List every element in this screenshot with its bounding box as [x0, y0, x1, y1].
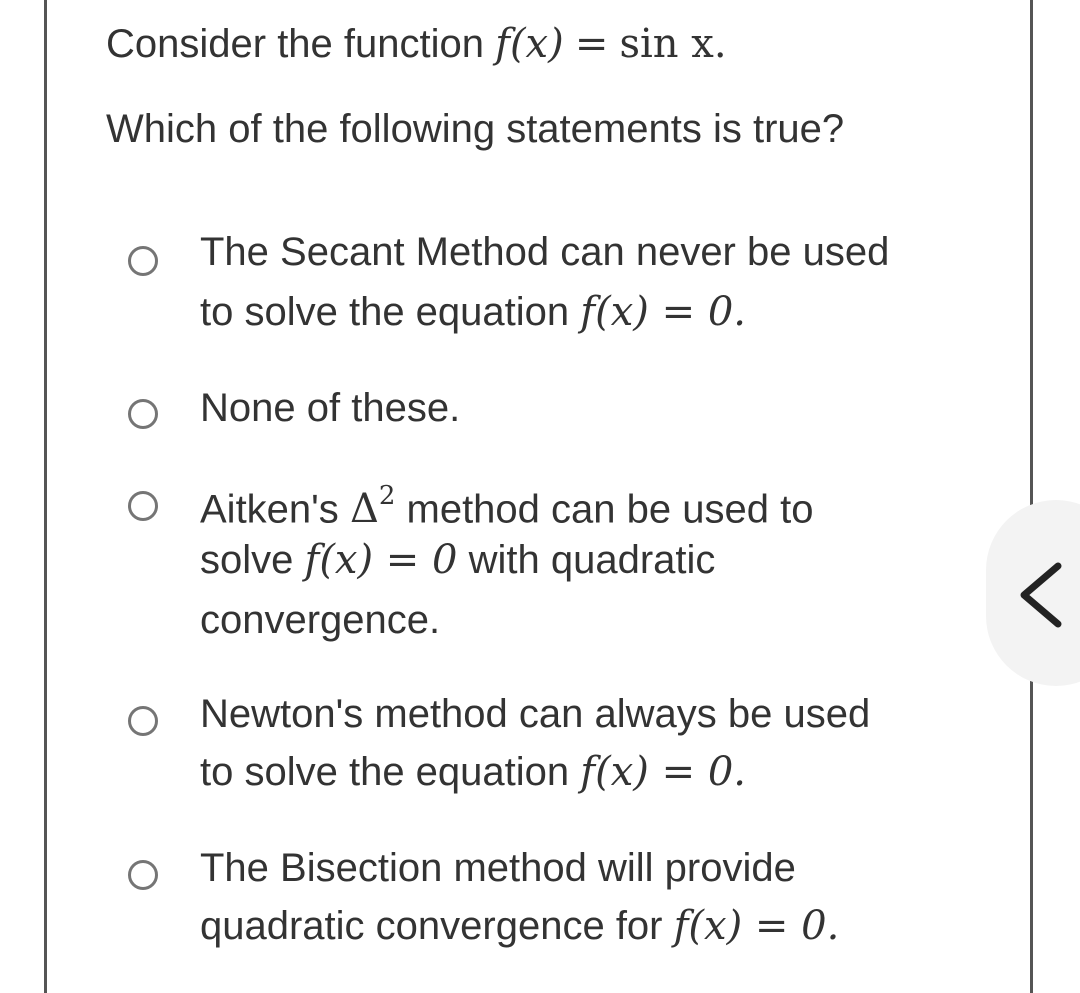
- function-lhs: f(x): [495, 21, 564, 67]
- card-border-right: [1030, 0, 1033, 993]
- option-text: method can be used to: [406, 487, 814, 532]
- option-line: The Secant Method can never be used: [200, 230, 890, 274]
- question-intro: [106, 21, 727, 67]
- option-line: None of these.: [200, 386, 461, 430]
- option-line: [200, 530, 715, 590]
- option-line: Newton's method can always be used: [200, 692, 871, 736]
- option-line: [200, 896, 839, 956]
- option-text: to solve the equation: [200, 750, 570, 794]
- radio-unselected-icon[interactable]: [128, 706, 158, 736]
- back-button[interactable]: [986, 500, 1080, 686]
- option-math: f(x) = 0.: [580, 749, 746, 795]
- option-line: The Bisection method will provide: [200, 846, 796, 890]
- option-text: Aitken's: [200, 487, 339, 532]
- option-line: convergence.: [200, 598, 441, 642]
- option-line: [200, 470, 813, 539]
- function-rhs: sin x.: [619, 21, 727, 67]
- card-border-left: [44, 0, 47, 993]
- option-text: to solve the equation: [200, 290, 570, 334]
- option-line: [200, 742, 746, 802]
- radio-unselected-icon[interactable]: [128, 491, 158, 521]
- chevron-left-icon: [1016, 560, 1066, 630]
- option-math: f(x) = 0.: [580, 289, 746, 335]
- option-line: [200, 282, 746, 342]
- option-text: quadratic convergence for: [200, 904, 663, 948]
- radio-unselected-icon[interactable]: [128, 246, 158, 276]
- option-math: f(x) = 0: [304, 537, 458, 583]
- option-text: with quadratic: [468, 538, 716, 582]
- delta-symbol: $\Delta^2$: [349, 481, 396, 533]
- function-equals: =: [574, 21, 609, 67]
- intro-text: Consider the function: [106, 22, 485, 66]
- radio-unselected-icon[interactable]: [128, 399, 158, 429]
- option-math: f(x) = 0.: [673, 903, 840, 949]
- question-prompt: Which of the following statements is true?: [106, 107, 845, 151]
- radio-unselected-icon[interactable]: [128, 860, 158, 890]
- option-text: solve: [200, 538, 294, 582]
